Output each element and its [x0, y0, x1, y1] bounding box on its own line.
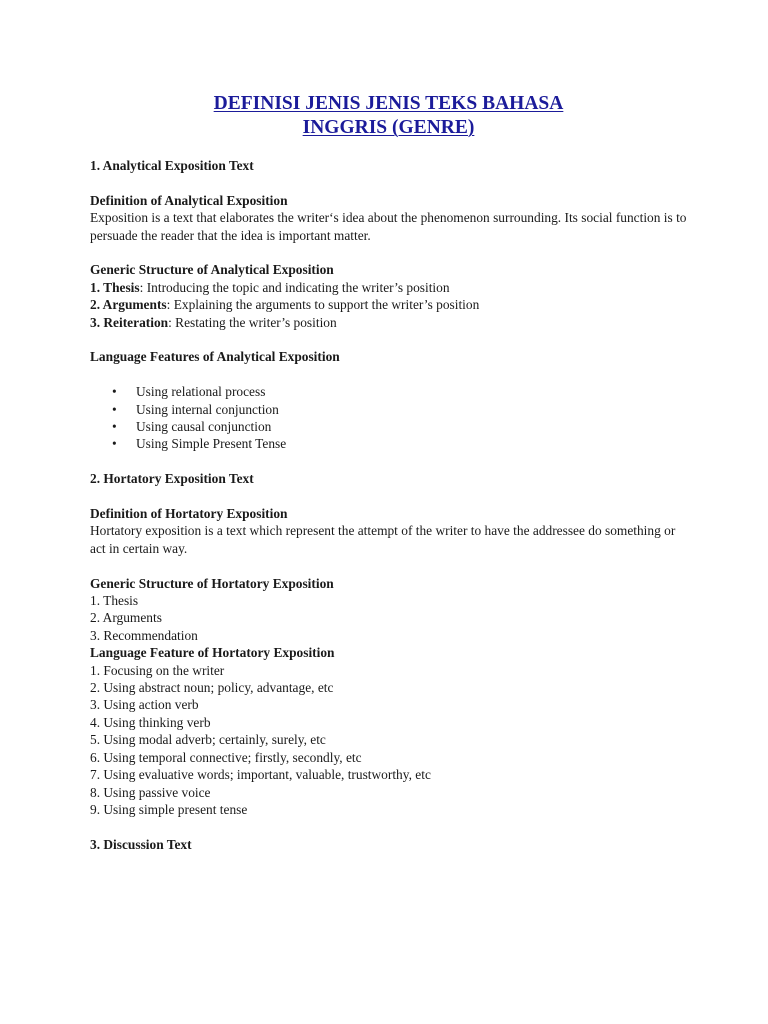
structure-heading-hortatory: Generic Structure of Hortatory Exposition — [90, 575, 334, 591]
list-item: 1. Focusing on the writer — [90, 662, 225, 678]
title-line-1: DEFINISI JENIS JENIS TEKS BAHASA — [213, 93, 564, 114]
structure-label: 2. Arguments — [90, 297, 167, 313]
definition-heading-hortatory: Definition of Hortatory Exposition — [90, 506, 288, 522]
list-item: 1. Thesis — [90, 593, 139, 609]
list-item: 6. Using temporal connective; firstly, secondly, etc — [90, 749, 362, 765]
list-item: 3. Recommendation — [90, 627, 198, 643]
document-page — [90, 92, 690, 853]
section-heading-discussion: 3. Discussion Text — [90, 836, 192, 852]
list-item: 2. Using abstract noun; policy, advantage, etc — [90, 680, 334, 696]
list-item: 9. Using simple present tense — [90, 801, 248, 817]
features-list-analytical — [90, 383, 690, 453]
document-title — [87, 92, 690, 140]
list-item: • Using internal conjunction — [112, 401, 690, 418]
list-item: 3. Using action verb — [90, 697, 199, 713]
structure-item-arguments — [90, 296, 690, 313]
definition-text-analytical: Exposition is a text that elaborates the writer‘s idea about the phenomenon surrounding. Its social function is to persuade the reader that the idea is important matter. — [90, 210, 687, 243]
list-item: 2. Arguments — [90, 610, 162, 626]
list-item: 5. Using modal adverb; certainly, surely, etc — [90, 732, 326, 748]
structure-label: 1. Thesis — [90, 279, 140, 295]
list-item: • Using causal conjunction — [112, 418, 690, 435]
section-heading-hortatory: 2. Hortatory Exposition Text — [90, 471, 254, 487]
definition-heading-analytical: Definition of Analytical Exposition — [90, 192, 288, 208]
structure-item-reiteration — [90, 314, 690, 331]
definition-text-hortatory: Hortatory exposition is a text which represent the attempt of the writer to have the addressee do something or act in certain way. — [90, 523, 676, 556]
list-item: • Using relational process — [112, 383, 690, 400]
structure-text: : Restating the writer’s position — [168, 314, 337, 330]
list-item: 7. Using evaluative words; important, valuable, trustworthy, etc — [90, 767, 431, 783]
title-line-2: INGGRIS (GENRE) — [302, 117, 475, 138]
list-item: 4. Using thinking verb — [90, 714, 211, 730]
structure-heading-analytical: Generic Structure of Analytical Exposition — [90, 262, 334, 278]
features-heading-hortatory: Language Feature of Hortatory Exposition — [90, 645, 335, 661]
structure-label: 3. Reiteration — [90, 314, 169, 330]
structure-text: : Explaining the arguments to support the writer’s position — [166, 297, 480, 313]
list-item: • Using Simple Present Tense — [112, 435, 690, 452]
features-heading-analytical: Language Features of Analytical Exposition — [90, 349, 340, 365]
section-heading-analytical: 1. Analytical Exposition Text — [90, 158, 254, 173]
structure-item-thesis — [90, 279, 690, 296]
structure-text: : Introducing the topic and indicating the writer’s position — [139, 279, 450, 295]
list-item: 8. Using passive voice — [90, 784, 211, 800]
